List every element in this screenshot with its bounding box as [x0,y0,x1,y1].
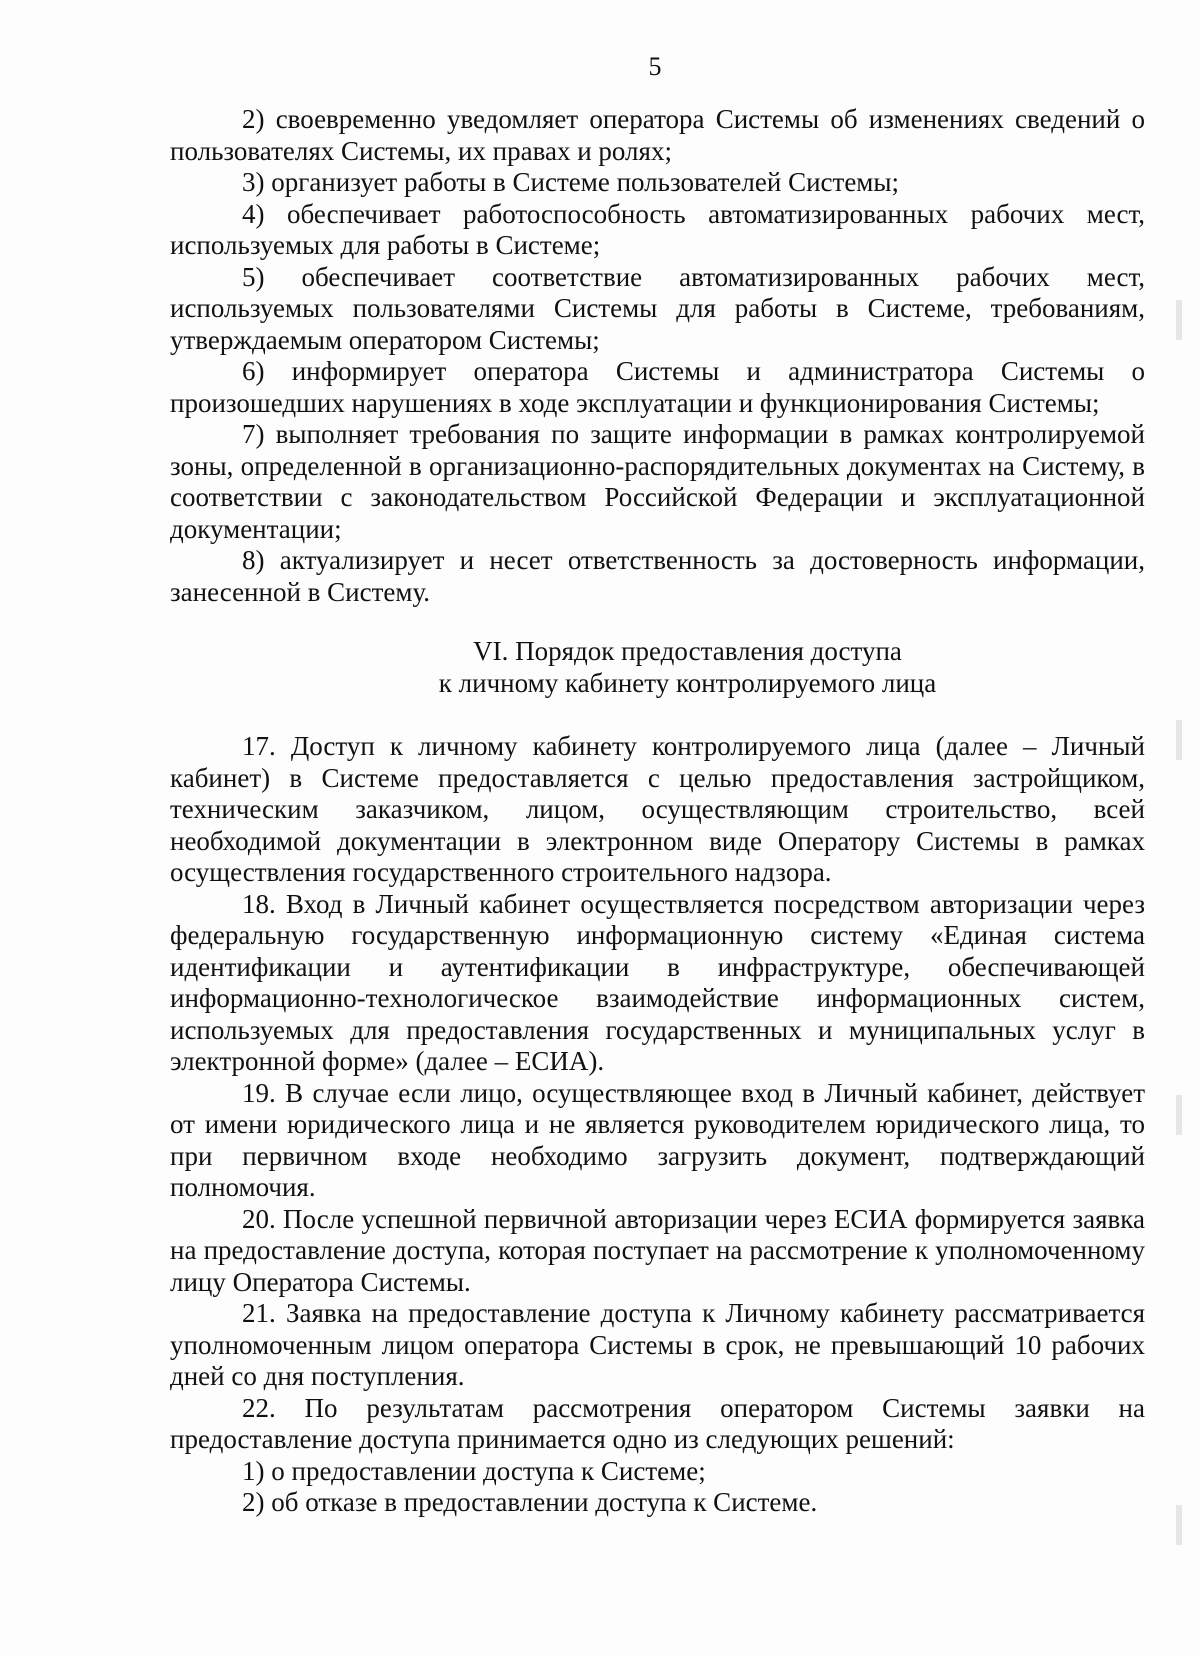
section-title-line2: к личному кабинету контролируемого лица [438,667,937,698]
paragraph: 17. Доступ к личному кабинету контролируемого лица (далее – Личный кабинет) в Системе предоставляется с целью предоставления застройщиком, техническим заказчиком, лицом, осуществляющим строительство, всей необходимой документации в электронном виде Оператору Системы в рамках осуществления государственного строительного надзора. [170,731,1145,887]
paragraph: 22. По результатам рассмотрения оператором Системы заявки на предоставление доступа принимается одно из следующих решений: [170,1392,1145,1454]
paragraph: 18. Вход в Личный кабинет осуществляется посредством авторизации через федеральную государственную информационную систему «Единая система идентификации и аутентификации в инфраструктуре, обеспечивающей информационно-технологическое взаимодействие информационных систем, используемых для предоставления государственных и муниципальных услуг в электронной форме» (далее – ЕСИА). [170,888,1145,1076]
list-item: 7) выполняет требования по защите информации в рамках контролируемой зоны, определенной в организационно-распорядительных документах на Систему, в соответствии с законодательством Российской Федерации и эксплуатационной документации; [170,419,1145,544]
document-body [170,104,1145,1519]
paragraph: 21. Заявка на предоставление доступа к Личному кабинету рассматривается уполномоченным лицом оператора Системы в срок, не превышающий 10 рабочих дней со дня поступления. [170,1298,1145,1391]
spacer [170,699,1145,731]
scan-artifact [1176,1505,1182,1545]
scan-artifact [1176,720,1182,760]
spacer [170,608,1145,636]
paragraph: 19. В случае если лицо, осуществляющее вход в Личный кабинет, действует от имени юридического лица и не является руководителем юридического лица, то при первичном входе необходимо загрузить документ, подтверждающий полномочия. [170,1077,1145,1202]
list-item: 2) об отказе в предоставлении доступа к Системе. [242,1487,818,1517]
scan-artifact [1176,1095,1182,1135]
list-item: 6) информирует оператора Системы и администратора Системы о произошедших нарушениях в ходе эксплуатации и функционирования Системы; [170,356,1145,418]
list-item: 4) обеспечивает работоспособность автоматизированных рабочих мест, используемых для работы в Системе; [170,198,1145,260]
list-item: 1) о предоставлении доступа к Системе; [242,1455,706,1486]
scan-artifact [1176,300,1182,340]
page-number: 5 [648,52,662,81]
list-item: 2) своевременно уведомляет оператора Системы об изменениях сведений о пользователях Системы, их правах и ролях; [170,104,1145,166]
list-item: 8) актуализирует и несет ответственность за достоверность информации, занесенной в Систему. [170,545,1145,607]
list-item: 3) организует работы в Системе пользователей Системы; [242,167,900,197]
section-title [170,636,1145,699]
section-title-line1: VI. Порядок предоставления доступа [473,636,902,666]
paragraph: 20. После успешной первичной авторизации через ЕСИА формируется заявка на предоставление доступа, которая поступает на рассмотрение к уполномоченному лицу Оператора Системы. [170,1203,1145,1297]
list-item: 5) обеспечивает соответствие автоматизированных рабочих мест, используемых пользователями Системы для работы в Системе, требованиям, утверждаемым оператором Системы; [170,261,1145,355]
